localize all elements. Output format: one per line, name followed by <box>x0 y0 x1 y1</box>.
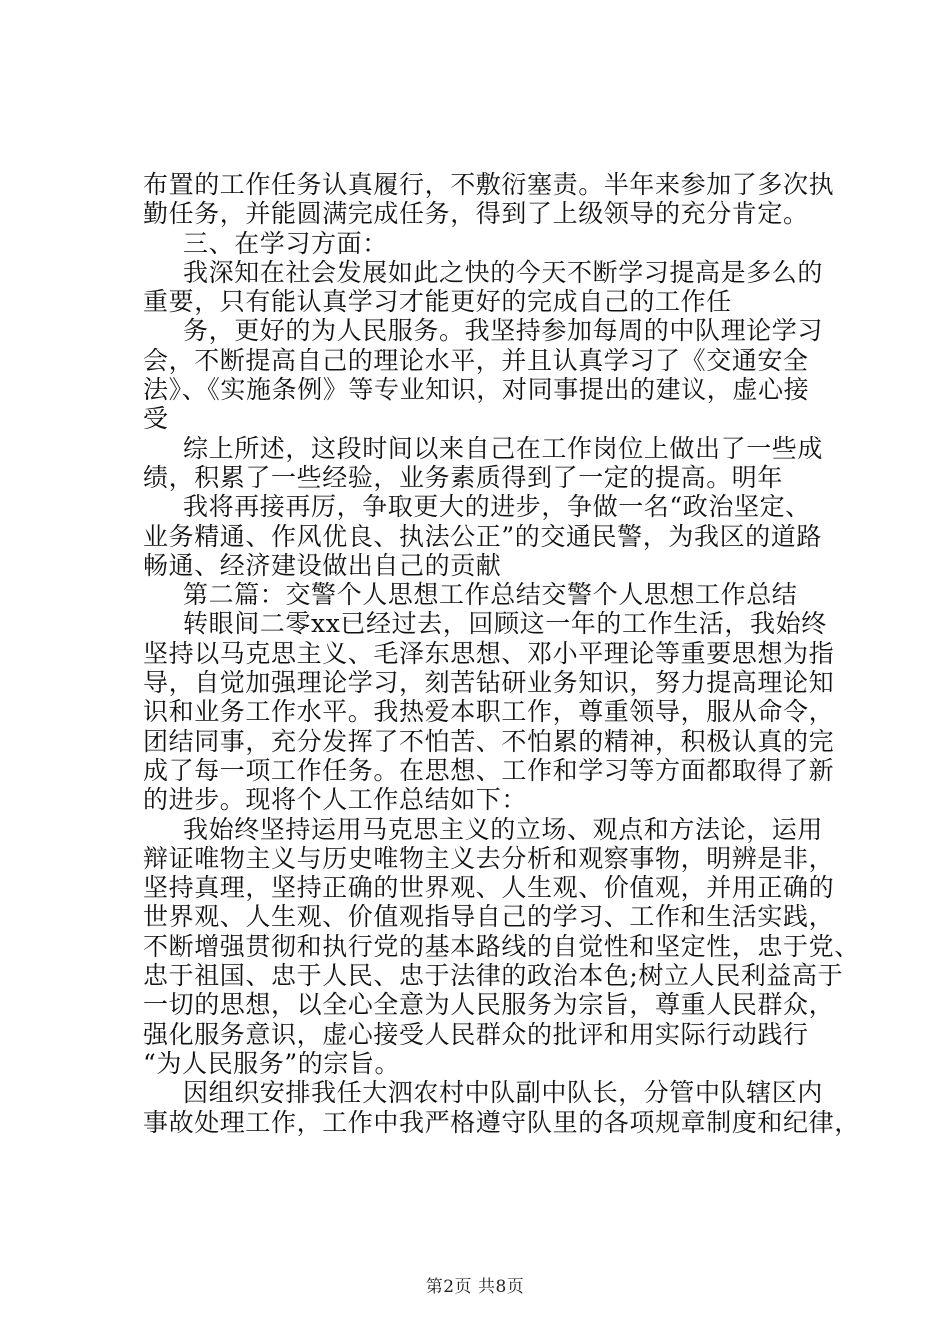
text-line: 坚持真理，坚持正确的世界观、人生观、价值观，并用正确的 <box>143 873 835 903</box>
text-line: 辩证唯物主义与历史唯物主义去分析和观察事物，明辨是非， <box>143 843 835 873</box>
text-line: 重要，只有能认真学习才能更好的完成自己的工作任 <box>143 287 732 317</box>
text-line: 布置的工作任务认真履行，不敷衍塞责。半年来参加了多次执 <box>143 170 835 199</box>
text-line: 的进步。现将个人工作总结如下： <box>143 785 528 815</box>
text-line: 我始终坚持运用马克思主义的立场、观点和方法论，运用 <box>183 814 824 844</box>
text-line: 坚持以马克思主义、毛泽东思想、邓小平理论等重要思想为指 <box>143 638 835 668</box>
text-line: 畅通、经济建设做出自己的贡献 <box>143 550 502 580</box>
text-line: 识和业务工作水平。我热爱本职工作，尊重领导，服从命令， <box>143 697 835 727</box>
text-line: 因组织安排我任大泗农村中队副中队长，分管中队辖区内 <box>183 1078 824 1108</box>
text-line: 会，不断提高自己的理论水平，并且认真学习了《交通安全 <box>143 345 809 375</box>
text-line: 导，自觉加强理论学习，刻苦钻研业务知识，努力提高理论知 <box>143 668 835 698</box>
text-line: 三、在学习方面： <box>183 228 388 258</box>
text-line: 我将再接再厉，争取更大的进步，争做一名“政治坚定、 <box>183 492 811 522</box>
text-line: 团结同事，充分发挥了不怕苦、不怕累的精神，积极认真的完 <box>143 726 835 756</box>
text-line: 一切的思想，以全心全意为人民服务为宗旨，尊重人民群众， <box>143 990 835 1020</box>
text-line: 世界观、人生观、价值观指导自己的学习、工作和生活实践， <box>143 902 835 932</box>
text-line: 法》、《实施条例》等专业知识，对同事提出的建议，虚心接 <box>143 375 810 405</box>
document-body <box>143 170 860 1137</box>
text-line: 不断增强贯彻和执行党的基本路线的自觉性和坚定性，忠于党、 <box>143 931 860 961</box>
page-footer: 第2页 共8页 <box>425 1277 525 1297</box>
text-line: 强化服务意识，虚心接受人民群众的批评和用实际行动践行 <box>143 1019 809 1049</box>
text-line: 成了每一项工作任务。在思想、工作和学习等方面都取得了新 <box>143 755 835 785</box>
text-line: 第二篇：交警个人思想工作总结交警个人思想工作总结 <box>183 580 798 610</box>
text-line: 事故处理工作，工作中我严格遵守队里的各项规章制度和纪律， <box>143 1107 860 1137</box>
text-line: 转眼间二零xx已经过去，回顾这一年的工作生活，我始终 <box>183 609 827 639</box>
text-line: 受 <box>143 404 169 434</box>
text-line: 忠于祖国、忠于人民、忠于法律的政治本色;树立人民利益高于 <box>143 961 844 991</box>
text-line: 勤任务，并能圆满完成任务，得到了上级领导的充分肯定。 <box>143 199 809 229</box>
text-line: “为人民服务”的宗旨。 <box>143 1048 401 1078</box>
text-line: 综上所述，这段时间以来自己在工作岗位上做出了一些成 <box>183 433 824 463</box>
text-line: 务，更好的为人民服务。我坚持参加每周的中队理论学习 <box>183 316 824 346</box>
text-line: 业务精通、作风优良、执法公正”的交通民警，为我区的道路 <box>143 521 822 551</box>
text-line: 我深知在社会发展如此之快的今天不断学习提高是多么的 <box>183 257 824 287</box>
text-line: 绩，积累了一些经验，业务素质得到了一定的提高。明年 <box>143 462 784 492</box>
